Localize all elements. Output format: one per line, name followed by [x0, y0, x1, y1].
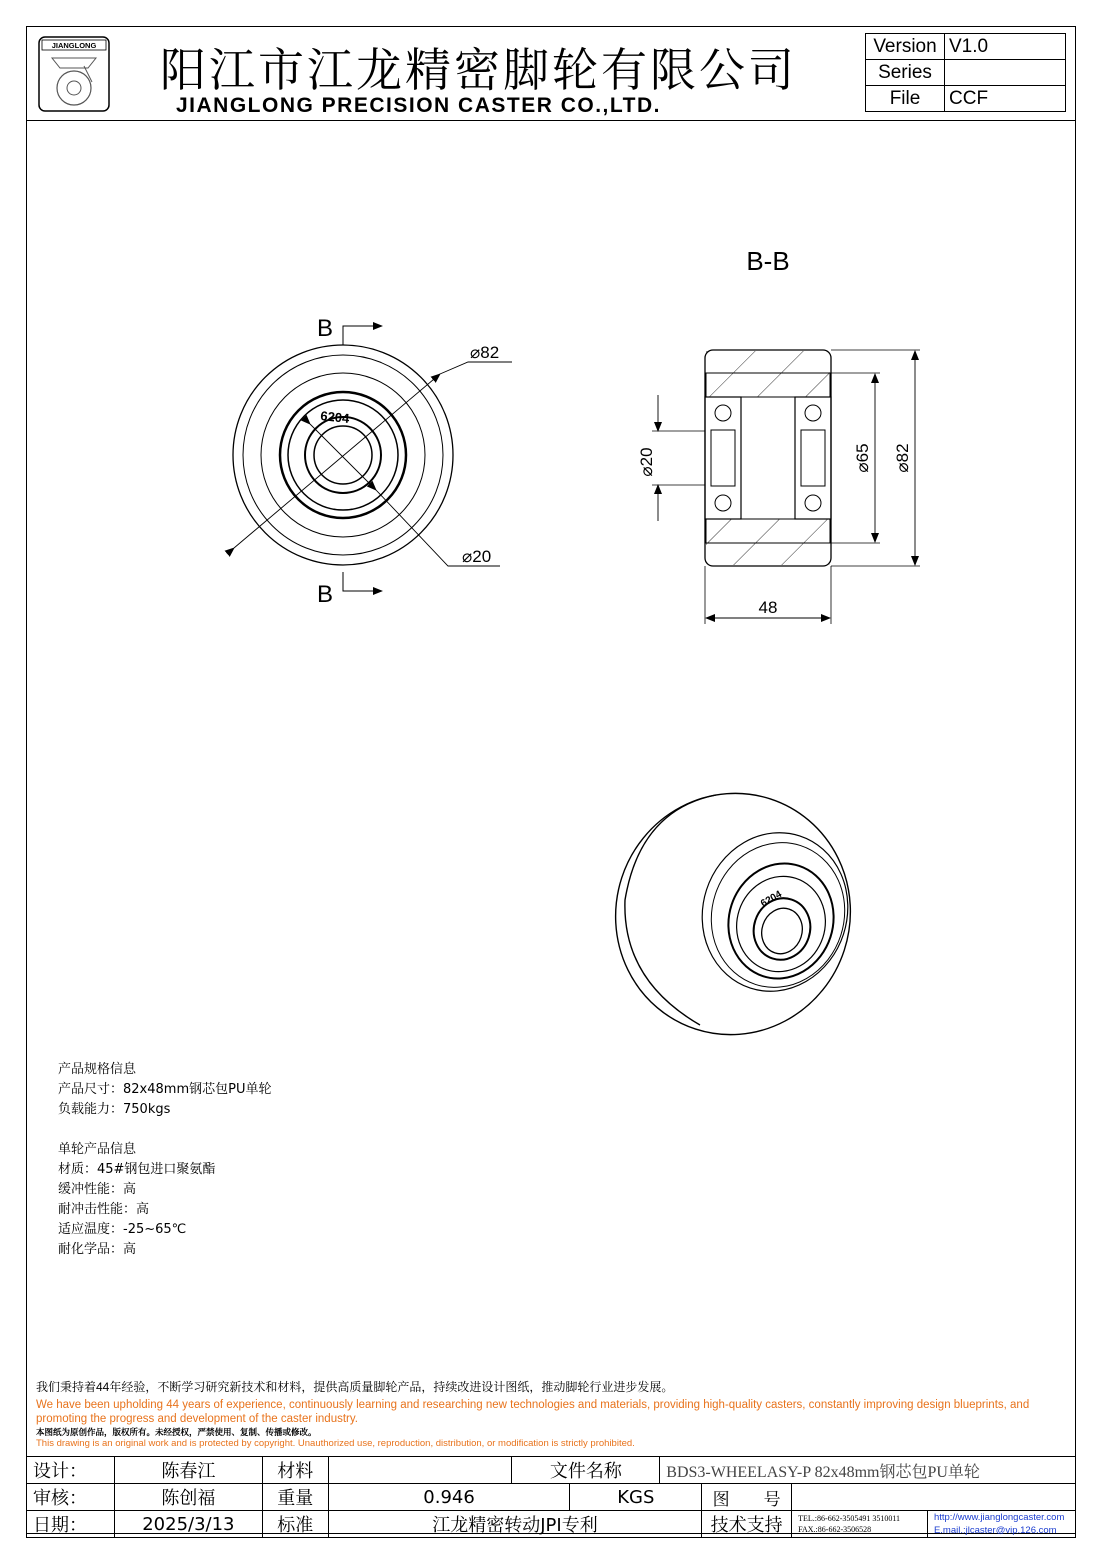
material-value [328, 1457, 512, 1484]
drawing-no-value [792, 1484, 1076, 1511]
file-label: File [866, 86, 945, 112]
weight-label: 重量 [262, 1484, 328, 1511]
statement-cn: 我们秉持着44年经验，不断学习研究新技术和材料，提供高质量脚轮产品，持续改进设计图纸，推动脚轮行业进步发展。 [36, 1380, 674, 1394]
hub-circle [261, 373, 425, 537]
spec-impact: 耐冲击性能：高 [58, 1202, 150, 1217]
spec-group-2 [58, 1140, 215, 1260]
front-view [233, 315, 512, 608]
sec-width-label: 48 [758, 598, 778, 617]
spec-material: 材质：45#钢包进口聚氨酯 [58, 1162, 216, 1177]
review-label: 审核： [27, 1484, 115, 1511]
spec-group-1 [58, 1060, 271, 1120]
contact-web [927, 1511, 1075, 1538]
company-statement [36, 1378, 1076, 1449]
dia-20-label: ⌀20 [462, 547, 492, 566]
copyright-cn: 本图纸为原创作品，版权所有。未经授权，严禁使用、复制、传播或修改。 [36, 1427, 317, 1437]
spec-size: 产品尺寸：82x48mm钢芯包PU单轮 [58, 1082, 272, 1097]
email-link[interactable]: E.mail.:jlcaster@vip.126.com [933, 1525, 1057, 1536]
website-link[interactable]: http://www.jianglongcaster.com [933, 1512, 1065, 1523]
iso-bearing-label: 6204 [759, 888, 784, 910]
section-view [637, 246, 920, 624]
contact-phone [792, 1511, 928, 1538]
weight-unit: KGS [570, 1484, 702, 1511]
company-name-en: JIANGLONG PRECISION CASTER CO.,LTD. [176, 94, 661, 117]
reviewer: 陈创福 [114, 1484, 262, 1511]
file-value: CCF [945, 86, 1066, 112]
bearing-label: 6204 [319, 408, 351, 427]
spec-title-2: 单轮产品信息 [58, 1142, 137, 1157]
spec-chem: 耐化学品：高 [58, 1242, 137, 1257]
sec-dia-65-label: ⌀65 [853, 443, 872, 473]
spec-temp: 适应温度：-25~65℃ [58, 1222, 187, 1237]
version-label: Version [866, 34, 945, 60]
sec-dia-82-label: ⌀82 [893, 443, 912, 473]
date-label: 日期： [27, 1511, 115, 1538]
material-label: 材料 [262, 1457, 328, 1484]
logo-text: JIANGLONG [51, 41, 97, 50]
dia-82-label: ⌀82 [470, 343, 500, 362]
tel: TEL.:86-662-3505491 3510011 [798, 1514, 901, 1523]
title-block [26, 1456, 1076, 1538]
bore-circle [314, 426, 372, 484]
statement-en: We have been upholding 44 years of experience, continuously learning and researching new technologies and materials, providing high-quality casters, constantly improving design blueprints, and promoting the progress and development of the caster industry. [36, 1399, 1030, 1425]
copyright-en: This drawing is an original work and is protected by copyright. Unauthorized use, reproduction, distribution, or modification is strictly prohibited. [36, 1438, 635, 1449]
spec-cushion: 缓冲性能：高 [58, 1182, 137, 1197]
section-marker-top: B [317, 315, 334, 342]
isometric-view [584, 763, 881, 1065]
filename-label: 文件名称 [512, 1457, 660, 1484]
date-value: 2025/3/13 [114, 1511, 262, 1538]
outer-edge-circle [243, 355, 443, 555]
standard-label: 标准 [262, 1511, 328, 1538]
outer-circle [233, 345, 453, 565]
spec-load: 负载能力：750kgs [58, 1102, 171, 1117]
fax: FAX.:86-662-3506528 [798, 1525, 872, 1534]
design-label: 设计： [27, 1457, 115, 1484]
version-value: V1.0 [945, 34, 1066, 60]
spec-title-1: 产品规格信息 [58, 1062, 137, 1077]
weight-value: 0.946 [328, 1484, 570, 1511]
series-label: Series [866, 60, 945, 86]
company-name-cn: 阳江市江龙精密脚轮有限公司 [160, 43, 797, 97]
drawing-no-label: 图 号 [702, 1484, 792, 1511]
filename-value: BDS3-WHEELASY-P 82x48mm钢芯包PU单轮 [660, 1457, 1076, 1484]
designer: 陈春江 [114, 1457, 262, 1484]
support-label: 技术支持 [702, 1511, 792, 1538]
bearing-inner-circle [305, 417, 381, 493]
standard-value: 江龙精密转动JPI专利 [328, 1511, 701, 1538]
dia-20-leader [310, 424, 376, 490]
section-marker-bottom: B [317, 581, 334, 608]
section-title: B-B [746, 246, 790, 276]
sec-dia-20-label: ⌀20 [637, 447, 656, 477]
